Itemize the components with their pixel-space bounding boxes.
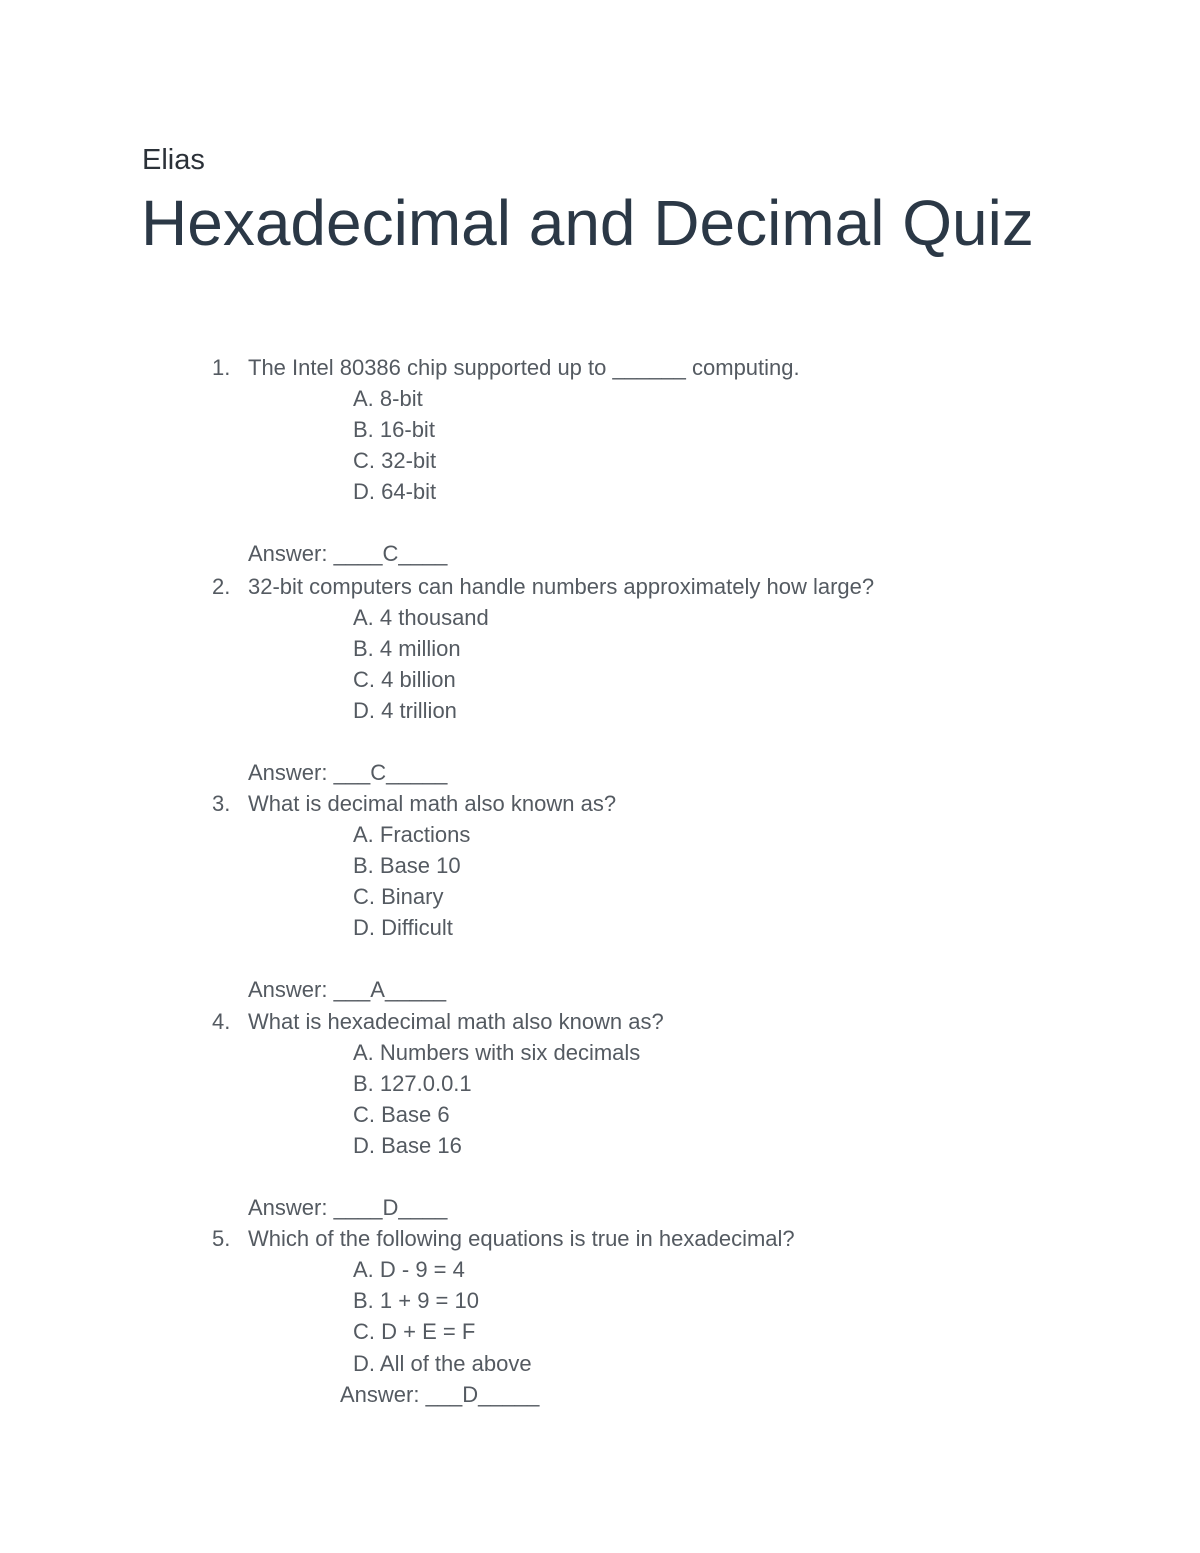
option-a: A. 4 thousand (353, 605, 489, 630)
option-a: A. Numbers with six decimals (353, 1040, 641, 1065)
option-c: C. 4 billion (353, 667, 456, 692)
answer-line: Answer: ____D____ (248, 1195, 448, 1220)
option-c: C. Binary (353, 884, 444, 909)
question-number: 3. (212, 791, 231, 816)
option-d: D. 64-bit (353, 479, 437, 504)
answer-line: Answer: ___D_____ (340, 1382, 540, 1407)
option-d: D. Difficult (353, 915, 453, 940)
question-number: 2. (212, 574, 231, 599)
option-a: A. Fractions (353, 822, 471, 847)
page-title: Hexadecimal and Decimal Quiz (141, 187, 1034, 259)
option-c: C. 32-bit (353, 448, 437, 473)
option-b: B. 4 million (353, 636, 461, 661)
option-c: C. Base 6 (353, 1102, 450, 1127)
option-d: D. Base 16 (353, 1133, 462, 1158)
question-text: Which of the following equations is true in hexadecimal? (248, 1226, 795, 1251)
question-text: What is hexadecimal math also known as? (248, 1009, 664, 1034)
option-d: D. 4 trillion (353, 698, 457, 723)
question-number: 1. (212, 355, 231, 380)
option-a: A. D - 9 = 4 (353, 1257, 465, 1282)
question-number: 4. (212, 1009, 231, 1034)
answer-line: Answer: ___A_____ (248, 977, 447, 1002)
option-a: A. 8-bit (353, 386, 423, 411)
question-text: 32-bit computers can handle numbers approximately how large? (248, 574, 875, 599)
option-d: D. All of the above (353, 1351, 532, 1376)
option-c: C. D + E = F (353, 1319, 476, 1344)
question-number: 5. (212, 1226, 231, 1251)
question-text: What is decimal math also known as? (248, 791, 617, 816)
answer-line: Answer: ____C____ (248, 541, 448, 566)
question-text: The Intel 80386 chip supported up to ______ computing. (248, 355, 800, 380)
author-name: Elias (142, 144, 205, 176)
option-b: B. 16-bit (353, 417, 435, 442)
answer-line: Answer: ___C_____ (248, 760, 448, 785)
option-b: B. 1 + 9 = 10 (353, 1288, 479, 1313)
option-b: B. Base 10 (353, 853, 461, 878)
option-b: B. 127.0.0.1 (353, 1071, 472, 1096)
